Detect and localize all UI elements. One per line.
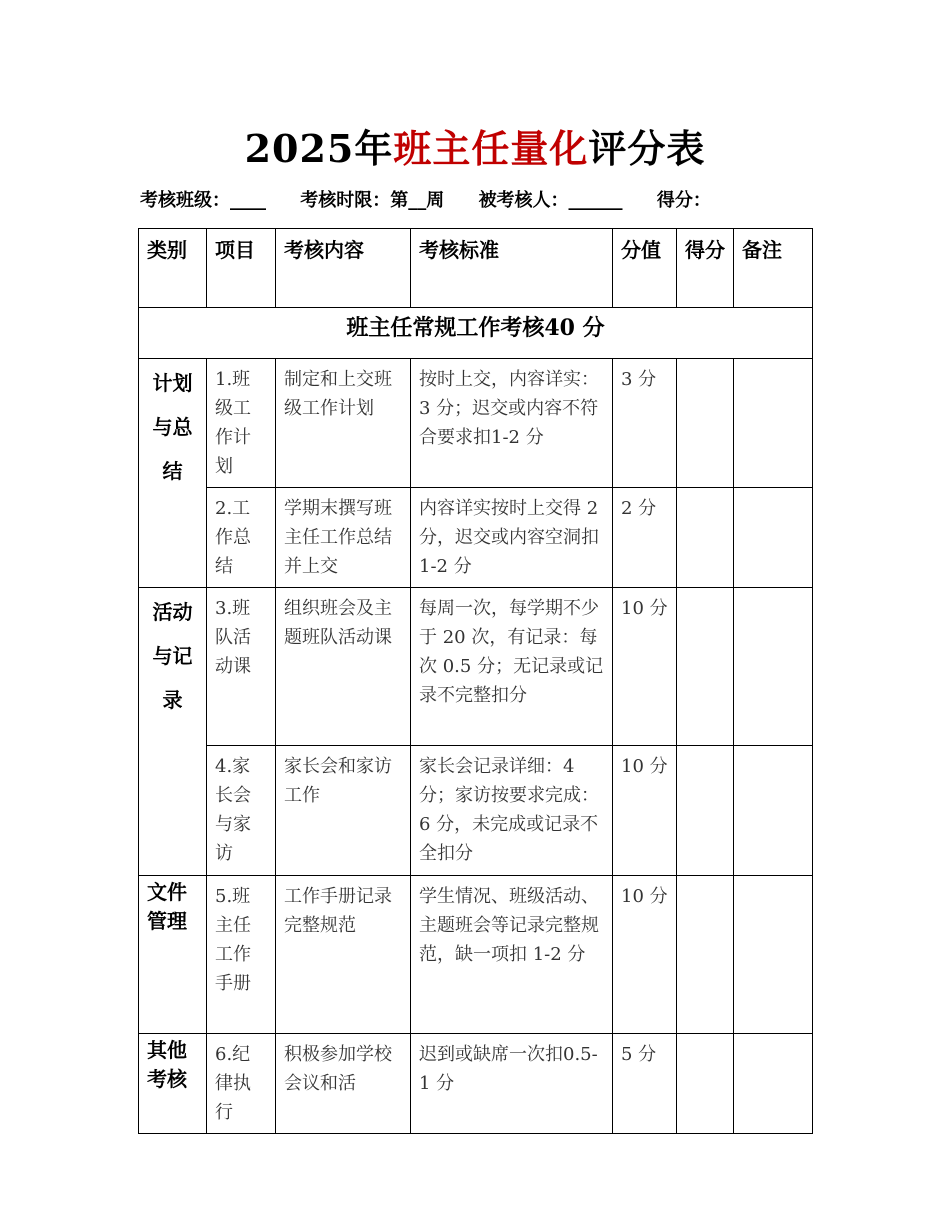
header-content: 考核内容: [276, 229, 411, 308]
content-cell: 制定和上交班级工作计划: [276, 359, 411, 488]
standard-cell: 按时上交，内容详实：3 分；迟交或内容不符合要求扣1-2 分: [411, 359, 613, 488]
period-field: 考核时限：第__周: [300, 190, 445, 211]
note-cell[interactable]: [734, 1034, 813, 1134]
note-cell[interactable]: [734, 359, 813, 488]
standard-cell: 家长会记录详细：4 分；家访按要求完成：6 分，未完成或记录不全扣分: [411, 746, 613, 876]
score-table: [138, 228, 813, 1134]
item-cell: 2.工作总结: [207, 488, 276, 588]
content-cell: 家长会和家访工作: [276, 746, 411, 876]
info-line: [140, 186, 820, 212]
page-title: [0, 118, 950, 173]
header-value: 分值: [613, 229, 677, 308]
table-row: [139, 359, 813, 488]
score-field: 得分：: [656, 190, 711, 211]
note-cell[interactable]: [734, 746, 813, 876]
item-cell: 5.班主任工作手册: [207, 876, 276, 1034]
title-highlight: 班主任量化: [393, 126, 589, 171]
category-cell: 其他考核: [139, 1034, 207, 1134]
header-score: 得分: [677, 229, 734, 308]
score-cell[interactable]: [677, 359, 734, 488]
note-cell[interactable]: [734, 488, 813, 588]
category-cell: 活动与记录: [139, 588, 207, 876]
header-category: 类别: [139, 229, 207, 308]
score-cell[interactable]: [677, 746, 734, 876]
value-cell: 10 分: [613, 876, 677, 1034]
standard-cell: 学生情况、班级活动、主题班会等记录完整规范，缺一项扣 1-2 分: [411, 876, 613, 1034]
value-cell: 5 分: [613, 1034, 677, 1134]
table-row: [139, 588, 813, 746]
item-cell: 3.班队活动课: [207, 588, 276, 746]
class-field: 考核班级：____: [140, 190, 266, 211]
standard-cell: 迟到或缺席一次扣0.5-1 分: [411, 1034, 613, 1134]
value-cell: 2 分: [613, 488, 677, 588]
item-cell: 1.班级工作计划: [207, 359, 276, 488]
table-row: [139, 876, 813, 1034]
table-row: [139, 1034, 813, 1134]
category-cell: 文件管理: [139, 876, 207, 1034]
standard-cell: 每周一次，每学期不少于 20 次，有记录：每次 0.5 分；无记录或记录不完整扣分: [411, 588, 613, 746]
table-row: [139, 746, 813, 876]
score-cell[interactable]: [677, 488, 734, 588]
item-cell: 6.纪律执行: [207, 1034, 276, 1134]
category-cell: 计划与总结: [139, 359, 207, 588]
content-cell: 工作手册记录完整规范: [276, 876, 411, 1034]
section-row: [139, 308, 813, 359]
title-suffix: 评分表: [588, 126, 706, 171]
title-prefix: 2025年: [244, 126, 394, 171]
person-field: 被考核人：______: [478, 190, 623, 211]
header-standard: 考核标准: [411, 229, 613, 308]
header-item: 项目: [207, 229, 276, 308]
header-row: [139, 229, 813, 308]
content-cell: 组织班会及主题班队活动课: [276, 588, 411, 746]
header-note: 备注: [734, 229, 813, 308]
score-cell[interactable]: [677, 876, 734, 1034]
note-cell[interactable]: [734, 588, 813, 746]
table-row: [139, 488, 813, 588]
content-cell: 积极参加学校会议和活: [276, 1034, 411, 1134]
value-cell: 10 分: [613, 588, 677, 746]
content-cell: 学期末撰写班主任工作总结并上交: [276, 488, 411, 588]
value-cell: 3 分: [613, 359, 677, 488]
item-cell: 4.家长会与家访: [207, 746, 276, 876]
note-cell[interactable]: [734, 876, 813, 1034]
section-title: 班主任常规工作考核40 分: [139, 308, 813, 359]
score-cell[interactable]: [677, 588, 734, 746]
value-cell: 10 分: [613, 746, 677, 876]
score-cell[interactable]: [677, 1034, 734, 1134]
standard-cell: 内容详实按时上交得 2 分，迟交或内容空洞扣 1-2 分: [411, 488, 613, 588]
